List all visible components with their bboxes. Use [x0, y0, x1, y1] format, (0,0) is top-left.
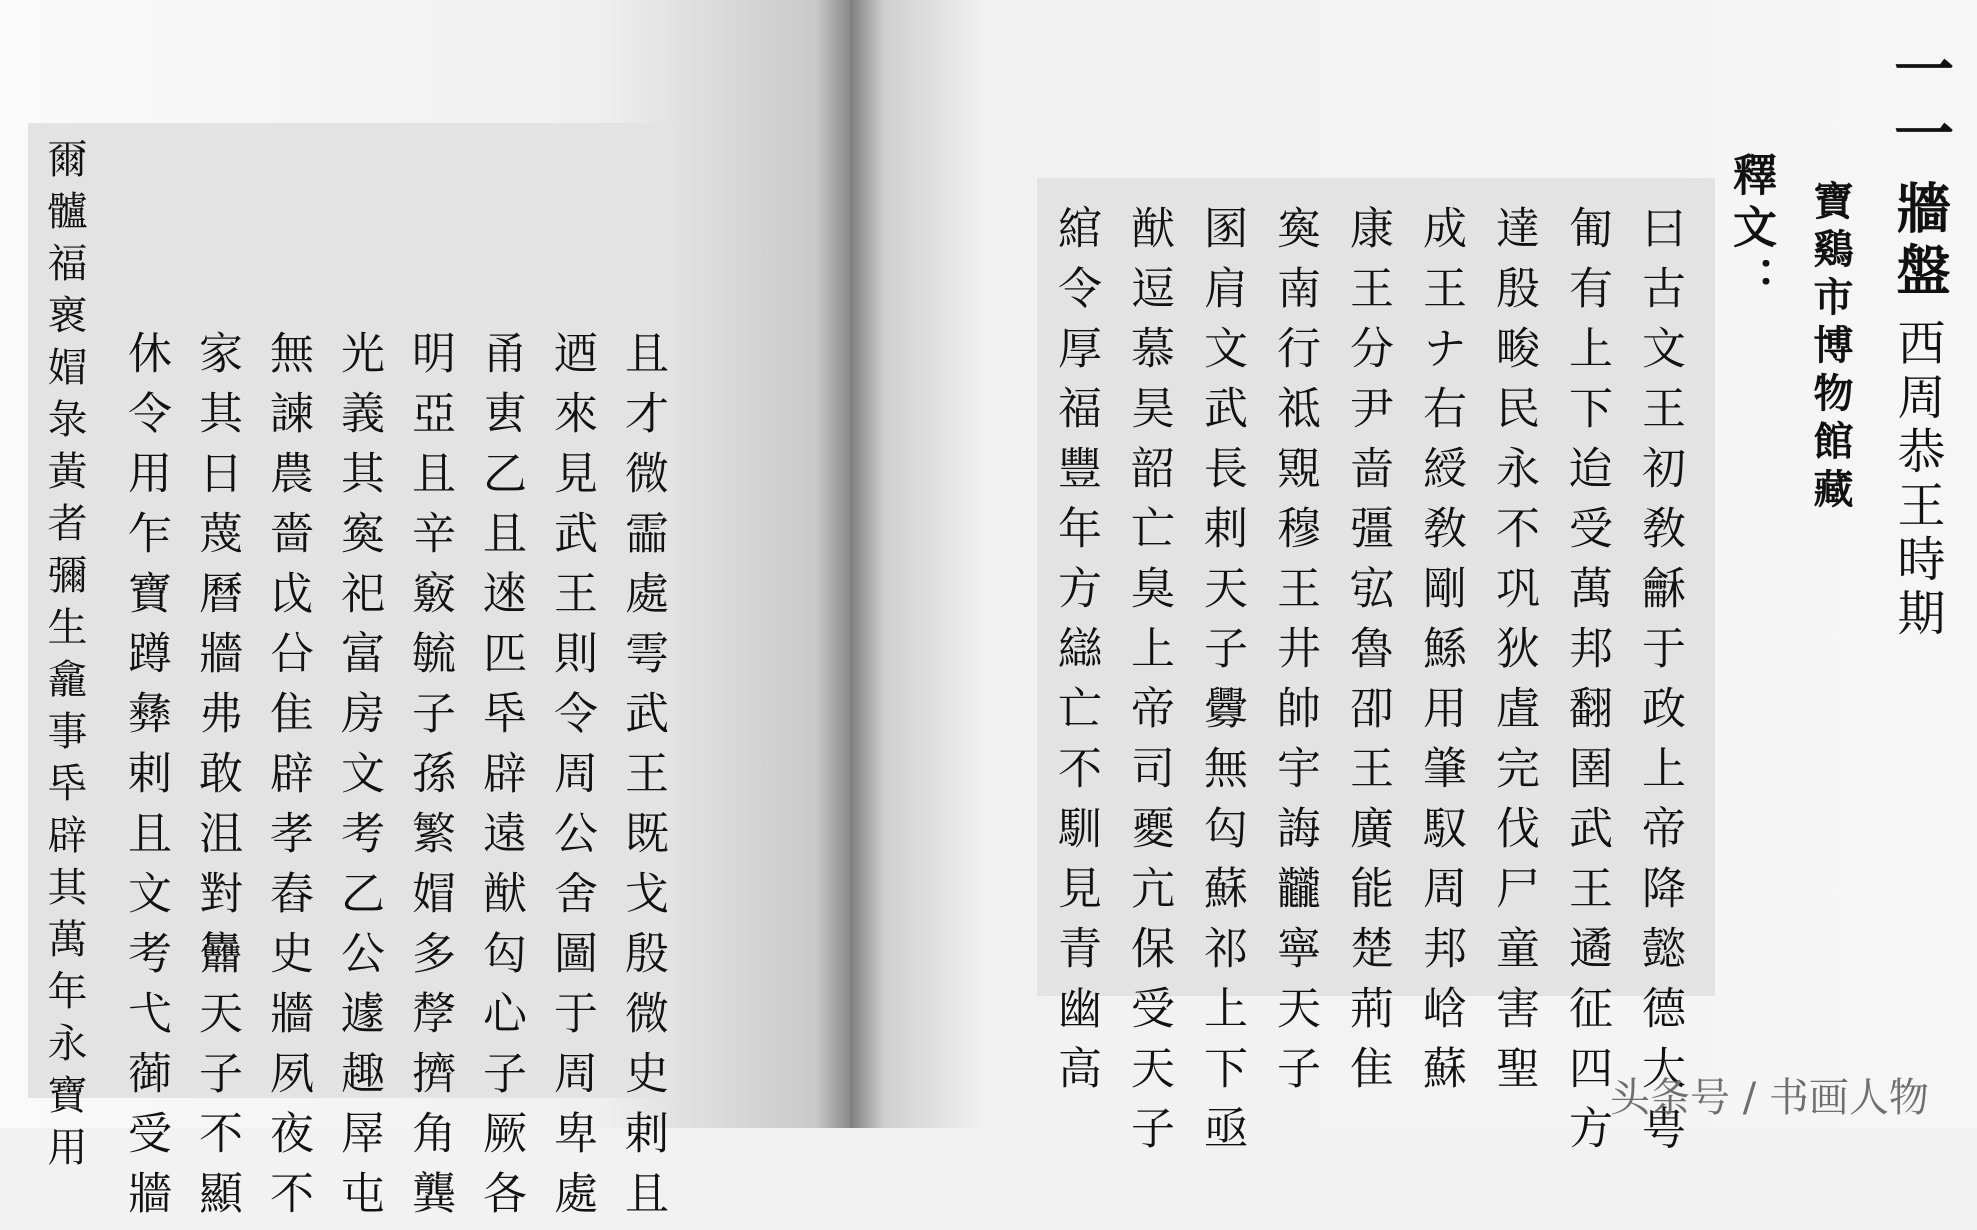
inscription-column: 爾髗福褱媢彔黃者彌生龕事氒辟其萬年永寶用	[41, 138, 87, 1178]
period-label: 西周恭王時期	[1889, 318, 1945, 642]
inscription-column: 猷逗慕昊韶亡臭上帝司夒亢保受天子	[1123, 205, 1174, 1165]
inscription-column: 無諫農嗇戉㕣隹辟孝舂史牆夙夜不	[262, 330, 313, 1230]
transcription-label: 釋文：	[1725, 152, 1776, 308]
section-number: 一一	[1884, 38, 1954, 166]
watermark-text: 头条号 / 书画人物	[1610, 1075, 1929, 1121]
inscription-column: 休令用乍寶蹲彝剌且文考弋蓹受牆	[120, 330, 171, 1230]
inscription-column: 成王ナ右綬敎剛鯀用肇馭周邦㟏蘇	[1415, 205, 1466, 1105]
inscription-column: 康王分尹啬彊宖魯卲王廣能楚荊隹	[1342, 205, 1393, 1105]
inscription-column: 曰古文王初敎龢于政上帝降懿德大甹	[1634, 205, 1685, 1165]
inscription-column: 迺來見武王則令周公舍圖于周卑處	[546, 330, 597, 1230]
collection-label: 寶鷄市博物館藏	[1807, 180, 1854, 516]
inscription-column: 圂肩文武長剌天子釁無匃蘇祁上下亟	[1196, 205, 1247, 1165]
inscription-column: 達殷畯民永不巩狄虘完伐尸童害聖	[1488, 205, 1539, 1105]
inscription-column: 甬叀乙且逨匹氒辟遠猷匃心子厥各	[475, 330, 526, 1230]
inscription-column: 家其日蔑曆牆弗敢沮對䨊天子不顯	[191, 330, 242, 1230]
inscription-column: 匍有上下迨受萬邦翻圉武王遹征四方	[1561, 205, 1612, 1165]
inscription-column: 寏南行祗覭穆王井帥宇誨龖寧天子	[1269, 205, 1320, 1105]
inscription-column: 明亞且辛竅毓子孫繁媢多孷擠角龔	[404, 330, 455, 1230]
inscription-column: 綰令厚福豐年方䜌亡不馴見青幽高	[1050, 205, 1101, 1105]
vessel-title: 牆盤	[1888, 180, 1952, 304]
inscription-column: 且才微霝處雩武王既戈殷微史剌且	[617, 330, 668, 1230]
inscription-column: 光義其寏祀富房文考乙公遽趣屖屯	[333, 330, 384, 1230]
